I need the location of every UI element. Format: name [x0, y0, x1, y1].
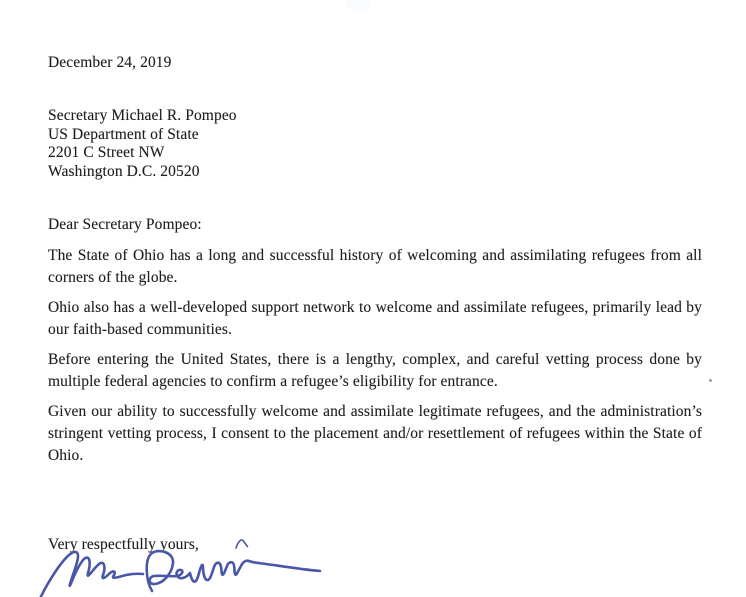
scan-artifact-strip — [347, 0, 370, 9]
body-paragraph-3: Before entering the United States, there is a lengthy, complex, and careful vetting process done by multiple federal agencies to confirm a refugee’s eligibility for entrance. — [48, 351, 702, 390]
recipient-address — [48, 107, 237, 181]
signature-stroke — [38, 551, 320, 597]
body-paragraph-4: Given our ability to successfully welcome and assimilate legitimate refugees, and the administration’s stringent vetting process, I consent to the placement and/or resettlement of refugees within the State of Ohio. — [48, 403, 702, 464]
signature-mike-dewine — [36, 543, 336, 597]
recipient-line-org: US Department of State — [48, 125, 199, 143]
body-paragraph-1: The State of Ohio has a long and successful history of welcoming and assimilating refugees from all corners of the globe. — [48, 247, 702, 286]
scan-artifact-dot — [709, 379, 712, 382]
closing-valediction: Very respectfully yours, — [48, 536, 199, 553]
salutation: Dear Secretary Pompeo: — [48, 216, 202, 233]
body-paragraph-2: Ohio also has a well-developed support network to welcome and assimilate refugees, primarily lead by our faith-based communities. — [48, 299, 702, 338]
letter-date: December 24, 2019 — [48, 54, 172, 71]
recipient-line-street: 2201 C Street NW — [48, 144, 165, 162]
recipient-line-city: Washington D.C. 20520 — [48, 162, 200, 180]
recipient-line-name: Secretary Michael R. Pompeo — [48, 107, 237, 124]
